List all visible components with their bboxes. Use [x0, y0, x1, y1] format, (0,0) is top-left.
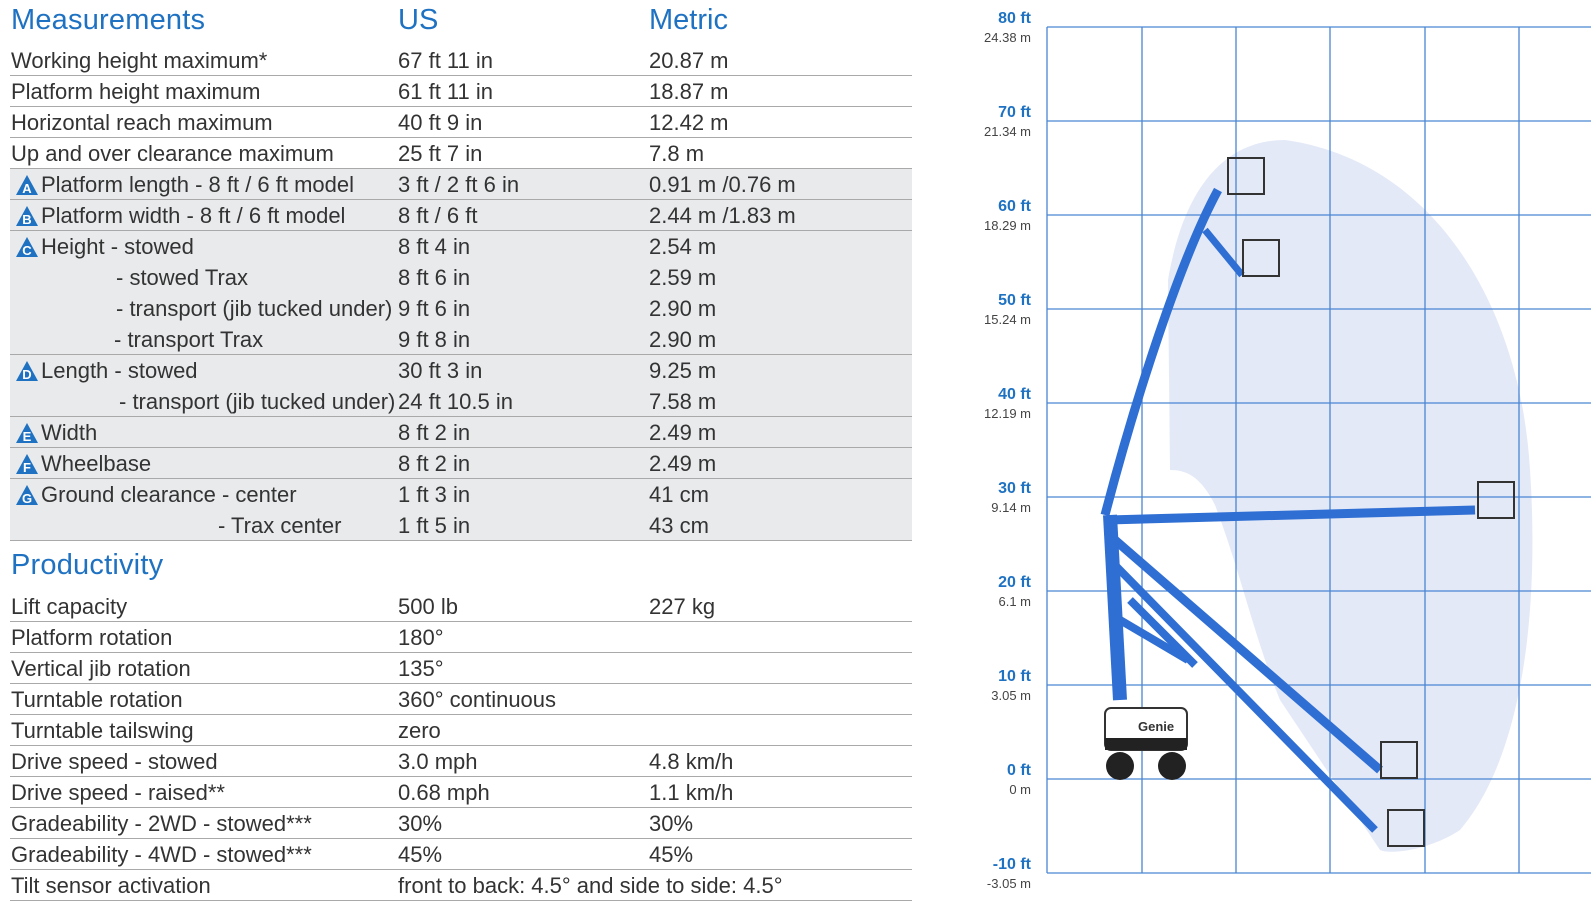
table-row	[10, 386, 912, 417]
height-label-m: 3.05 m	[991, 688, 1031, 703]
row-label: Height - stowed	[41, 234, 194, 259]
brand-logo-text: Genie	[1138, 719, 1175, 734]
metric-value: 2.44 m /1.83 m	[649, 203, 796, 228]
row-label: Drive speed - stowed	[11, 749, 218, 774]
height-label-m: 0 m	[1009, 782, 1031, 797]
marker-a-icon	[15, 174, 39, 196]
metric-value: 12.42 m	[649, 110, 729, 135]
table-row	[10, 45, 912, 76]
row-label: - Trax center	[218, 513, 342, 538]
table-row	[10, 417, 912, 448]
svg-text:B: B	[22, 212, 32, 227]
working-range-diagram	[960, 0, 1591, 911]
table-row	[10, 479, 912, 510]
table-row	[10, 448, 912, 479]
row-label: - transport Trax	[114, 327, 264, 352]
height-label-m: 15.24 m	[984, 312, 1031, 327]
us-value: 40 ft 9 in	[398, 110, 483, 135]
metric-value: 18.87 m	[649, 79, 729, 104]
height-label-m: -3.05 m	[986, 876, 1031, 891]
metric-value: 2.90 m	[649, 296, 717, 321]
height-label-ft: 70 ft	[998, 104, 1031, 121]
us-value: 45%	[398, 842, 443, 867]
us-value: 8 ft 6 in	[398, 265, 471, 290]
height-label-m: 12.19 m	[984, 406, 1031, 421]
table-row	[10, 684, 912, 715]
metric-value: 2.54 m	[649, 234, 717, 259]
us-value: front to back: 4.5° and side to side: 4.5°	[398, 873, 783, 898]
height-label-m: 21.34 m	[984, 124, 1031, 139]
marker-f-icon	[15, 453, 39, 475]
row-label: Vertical jib rotation	[11, 656, 191, 681]
us-value: 30 ft 3 in	[398, 358, 483, 383]
row-label: Lift capacity	[11, 594, 128, 619]
us-value: 135°	[398, 656, 444, 681]
metric-value: 30%	[649, 811, 694, 836]
marker-c-icon	[15, 236, 39, 258]
metric-column-header: Metric	[649, 4, 728, 36]
marker-d-icon	[15, 360, 39, 382]
row-label: - transport (jib tucked under)	[119, 389, 396, 414]
us-value: 3.0 mph	[398, 749, 478, 774]
metric-value: 20.87 m	[649, 48, 729, 73]
metric-value: 2.59 m	[649, 265, 717, 290]
us-column-header: US	[398, 4, 439, 36]
us-value: 8 ft 2 in	[398, 420, 471, 445]
row-label: Ground clearance - center	[41, 482, 297, 507]
table-row	[10, 293, 912, 324]
metric-value: 2.49 m	[649, 451, 717, 476]
us-value: 61 ft 11 in	[398, 79, 493, 104]
table-row	[10, 200, 912, 231]
us-value: 8 ft 4 in	[398, 234, 471, 259]
row-label: Platform rotation	[11, 625, 173, 650]
table-row	[10, 622, 912, 653]
row-label: Length - stowed	[41, 358, 198, 383]
row-label: Working height maximum*	[11, 48, 268, 73]
us-value: 9 ft 6 in	[398, 296, 471, 321]
metric-value: 2.90 m	[649, 327, 717, 352]
height-label-m: 6.1 m	[998, 594, 1031, 609]
table-row	[10, 231, 912, 262]
table-row	[10, 76, 912, 107]
us-value: 0.68 mph	[398, 780, 490, 805]
table-row	[10, 715, 912, 746]
metric-value: 2.49 m	[649, 420, 717, 445]
us-value: 30%	[398, 811, 443, 836]
table-row	[10, 808, 912, 839]
marker-g-icon	[15, 484, 39, 506]
height-label-m: 9.14 m	[991, 500, 1031, 515]
height-label-m: 24.38 m	[984, 30, 1031, 45]
us-value: 25 ft 7 in	[398, 141, 483, 166]
metric-value: 4.8 km/h	[649, 749, 734, 774]
table-row	[10, 324, 912, 355]
us-value: 8 ft / 6 ft	[398, 203, 478, 228]
us-value: zero	[398, 718, 441, 743]
height-label-ft: 40 ft	[998, 386, 1031, 403]
height-label-m: 18.29 m	[984, 218, 1031, 233]
us-value: 9 ft 8 in	[398, 327, 471, 352]
table-row	[10, 169, 912, 200]
row-label: - stowed Trax	[116, 265, 249, 290]
svg-text:D: D	[22, 367, 32, 382]
svg-text:E: E	[22, 429, 32, 444]
table-row	[10, 262, 912, 293]
row-label: Platform height maximum	[11, 79, 261, 104]
height-label-ft: -10 ft	[992, 856, 1031, 873]
productivity-title: Productivity	[11, 549, 164, 581]
metric-value: 41 cm	[649, 482, 709, 507]
table-row	[10, 355, 912, 386]
metric-value: 45%	[649, 842, 694, 867]
table-row	[10, 510, 912, 541]
us-value: 180°	[398, 625, 444, 650]
marker-e-icon	[15, 422, 39, 444]
row-label: Platform width - 8 ft / 6 ft model	[41, 203, 346, 228]
metric-value: 7.8 m	[649, 141, 705, 166]
us-value: 1 ft 3 in	[398, 482, 471, 507]
row-label: Width	[41, 420, 98, 445]
row-label: Turntable rotation	[11, 687, 183, 712]
metric-value: 43 cm	[649, 513, 709, 538]
us-value: 3 ft / 2 ft 6 in	[398, 172, 520, 197]
metric-value: 9.25 m	[649, 358, 717, 383]
table-row	[10, 653, 912, 684]
height-label-ft: 30 ft	[998, 480, 1031, 497]
height-label-ft: 0 ft	[1007, 762, 1031, 779]
table-row	[10, 870, 912, 901]
height-label-ft: 60 ft	[998, 198, 1031, 215]
machine-base	[1105, 708, 1187, 780]
row-label: - transport (jib tucked under)	[116, 296, 393, 321]
us-value: 24 ft 10.5 in	[398, 389, 513, 414]
row-label: Platform length - 8 ft / 6 ft model	[41, 172, 355, 197]
height-scale	[984, 10, 1032, 891]
svg-text:F: F	[23, 460, 31, 475]
us-value: 1 ft 5 in	[398, 513, 471, 538]
us-value: 8 ft 2 in	[398, 451, 471, 476]
table-row	[10, 591, 912, 622]
marker-b-icon	[15, 205, 39, 227]
svg-text:C: C	[22, 243, 32, 258]
table-row	[10, 839, 912, 870]
us-value: 360° continuous	[398, 687, 557, 712]
height-label-ft: 50 ft	[998, 292, 1031, 309]
height-label-ft: 20 ft	[998, 574, 1031, 591]
table-row	[10, 107, 912, 138]
row-label: Wheelbase	[41, 451, 152, 476]
measurements-title: Measurements	[11, 4, 206, 36]
metric-value: 0.91 m /0.76 m	[649, 172, 796, 197]
metric-value: 7.58 m	[649, 389, 717, 414]
row-label: Horizontal reach maximum	[11, 110, 273, 135]
row-label: Turntable tailswing	[11, 718, 194, 743]
metric-value: 227 kg	[649, 594, 716, 619]
table-row	[10, 138, 912, 169]
table-row	[10, 746, 912, 777]
height-label-ft: 80 ft	[998, 10, 1031, 27]
metric-value: 1.1 km/h	[649, 780, 734, 805]
svg-text:G: G	[21, 491, 33, 506]
svg-text:A: A	[22, 181, 32, 196]
us-value: 500 lb	[398, 594, 458, 619]
height-label-ft: 10 ft	[998, 668, 1031, 685]
row-label: Drive speed - raised**	[11, 780, 225, 805]
row-label: Up and over clearance maximum	[11, 141, 334, 166]
working-range-chart	[960, 0, 1591, 911]
row-label: Gradeability - 4WD - stowed***	[11, 842, 312, 867]
row-label: Gradeability - 2WD - stowed***	[11, 811, 312, 836]
us-value: 67 ft 11 in	[398, 48, 493, 73]
table-row	[10, 777, 912, 808]
row-label: Tilt sensor activation	[11, 873, 211, 898]
